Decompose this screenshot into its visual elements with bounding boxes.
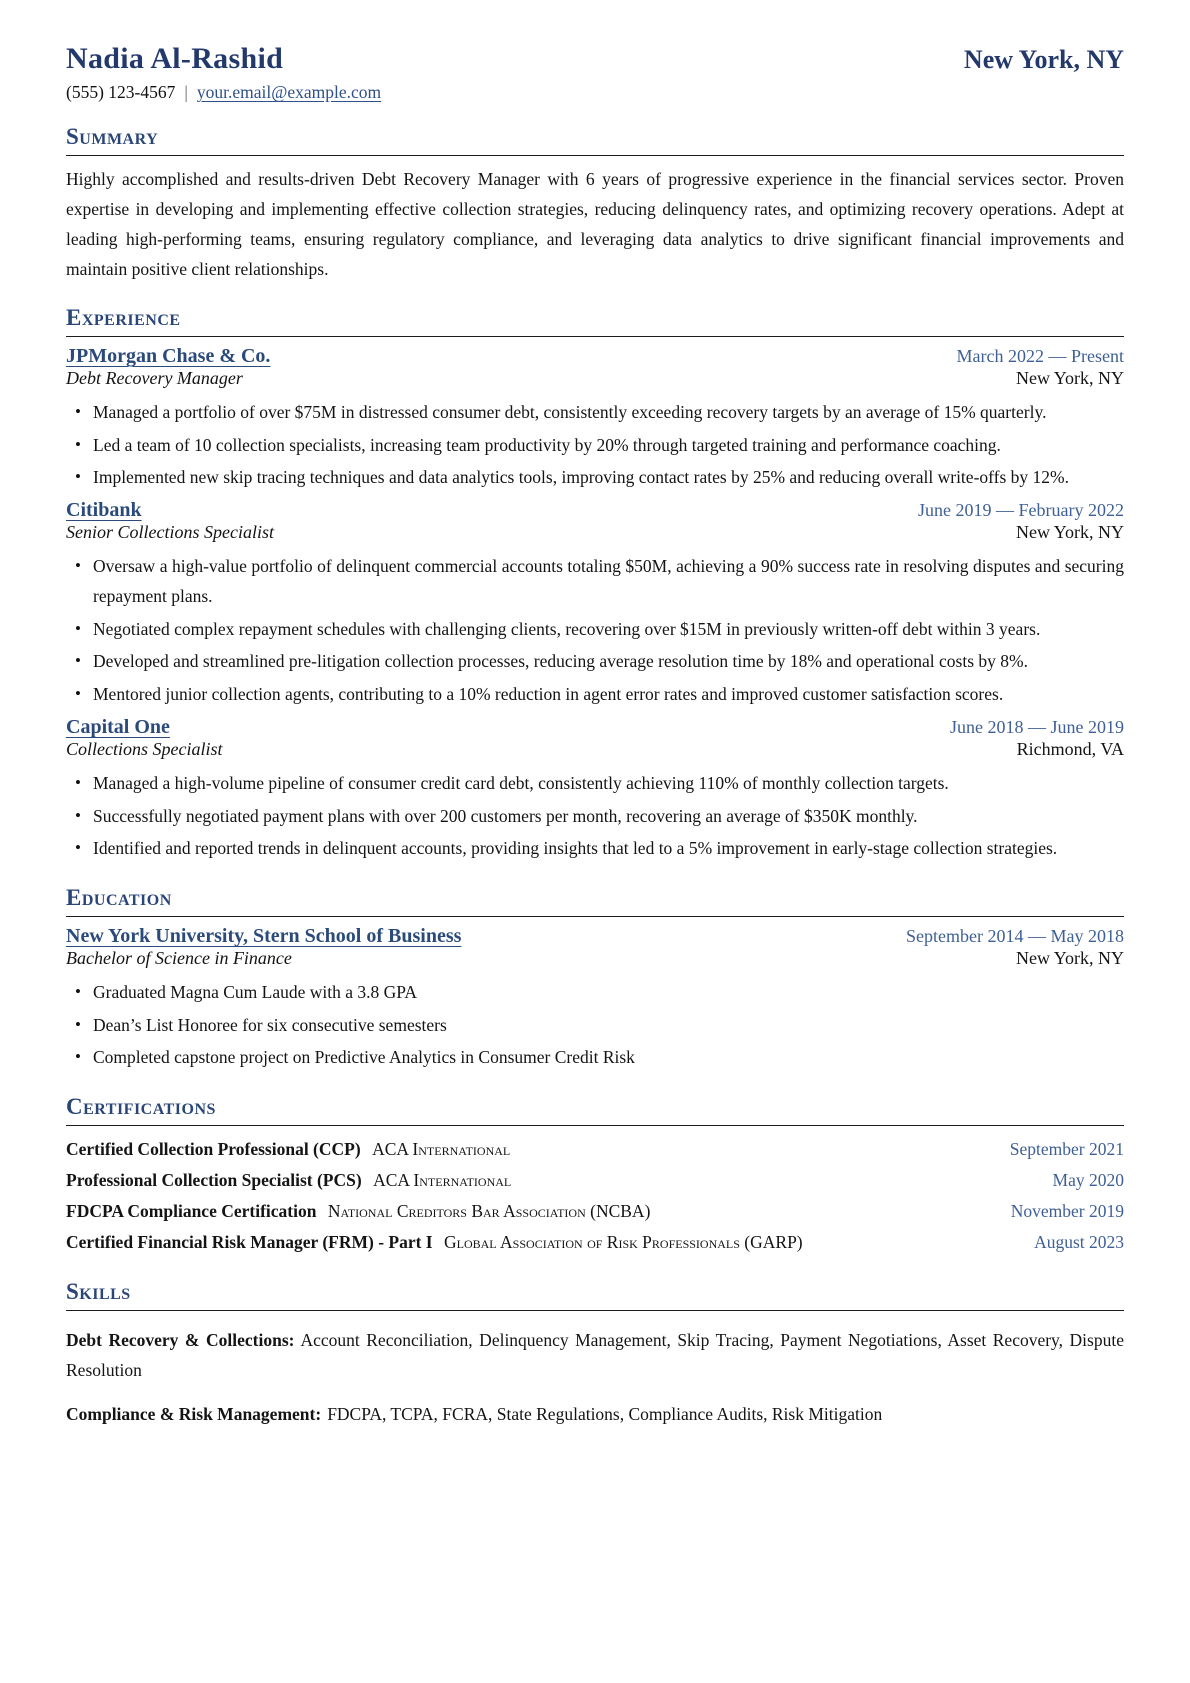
skill-group-text: FDCPA, TCPA, FCRA, State Regulations, Compliance Audits, Risk Mitigation — [327, 1404, 883, 1425]
company-name[interactable]: JPMorgan Chase & Co. — [66, 344, 271, 367]
job-bullet: • Implemented new skip tracing techniques and data analytics tools, improving contact rates by 25% and reducing overall write-offs by 12%. — [66, 463, 1124, 493]
job-bullet-list — [66, 552, 1124, 710]
education-bullet: • Completed capstone project on Predictive Analytics in Consumer Credit Risk — [66, 1043, 1124, 1073]
job-bullet: • Oversaw a high-value portfolio of delinquent commercial accounts totaling $50M, achieving a 90% success rate in resolving disputes and securing repayment plans. — [66, 552, 1124, 612]
experience-entry-capital-one — [66, 716, 1124, 864]
certification-name: Certified Collection Professional (CCP) — [66, 1138, 361, 1159]
job-bullet: • Identified and reported trends in delinquent accounts, providing insights that led to a 5% improvement in early-stage collection strategies. — [66, 834, 1124, 864]
section-title-certifications: Certifications — [66, 1093, 1124, 1126]
education-bullet: • Dean’s List Honoree for six consecutive semesters — [66, 1011, 1124, 1041]
certification-name: Professional Collection Specialist (PCS) — [66, 1170, 362, 1191]
certification-issuer: ACA International — [372, 1138, 511, 1159]
job-title: Senior Collections Specialist — [66, 522, 274, 543]
section-certifications — [66, 1093, 1124, 1258]
job-title: Debt Recovery Manager — [66, 367, 243, 388]
certification-item — [66, 1196, 1124, 1227]
certification-issuer: ACA International — [373, 1170, 512, 1191]
certification-item — [66, 1134, 1124, 1165]
education-dates: September 2014 — May 2018 — [906, 925, 1124, 946]
skill-group-compliance — [66, 1399, 1124, 1429]
certification-name: Certified Financial Risk Manager (FRM) - Part I — [66, 1232, 433, 1253]
education-location: New York, NY — [1015, 947, 1124, 968]
section-summary — [66, 123, 1124, 284]
job-dates: June 2019 — February 2022 — [918, 500, 1124, 521]
section-title-summary: Summary — [66, 123, 1124, 156]
job-bullet-list — [66, 398, 1124, 493]
education-entry — [66, 925, 1124, 1073]
job-bullet: • Managed a high-volume pipeline of consumer credit card debt, consistently achieving 110% of monthly collection targets. — [66, 769, 1124, 799]
certification-name: FDCPA Compliance Certification — [66, 1201, 317, 1222]
experience-entry-citibank — [66, 499, 1124, 710]
skill-group-label: Compliance & Risk Management: — [66, 1404, 322, 1425]
job-dates: June 2018 — June 2019 — [950, 716, 1124, 737]
education-bullet-list — [66, 978, 1124, 1073]
job-bullet: • Managed a portfolio of over $75M in distressed consumer debt, consistently exceeding recovery targets by an average of 15% quarterly. — [66, 398, 1124, 428]
contact-line — [66, 82, 1124, 103]
company-name[interactable]: Capital One — [66, 715, 170, 738]
company-name[interactable]: Citibank — [66, 499, 142, 522]
certification-date: May 2020 — [1052, 1170, 1124, 1191]
certification-issuer: Global Association of Risk Professionals (GARP) — [444, 1232, 803, 1253]
job-bullet: • Led a team of 10 collection specialists, increasing team productivity by 20% through targeted training and performance coaching. — [66, 431, 1124, 461]
certification-date: August 2023 — [1034, 1232, 1124, 1253]
education-bullet: • Graduated Magna Cum Laude with a 3.8 GPA — [66, 978, 1124, 1008]
job-bullet: • Successfully negotiated payment plans with over 200 customers per month, recovering an average of $350K monthly. — [66, 802, 1124, 832]
job-bullet: • Mentored junior collection agents, contributing to a 10% reduction in agent error rates and improved customer satisfaction scores. — [66, 680, 1124, 710]
job-location: New York, NY — [1015, 367, 1124, 388]
section-experience — [66, 304, 1124, 864]
certification-date: November 2019 — [1010, 1201, 1124, 1222]
job-dates: March 2022 — Present — [956, 345, 1124, 366]
degree-title: Bachelor of Science in Finance — [66, 947, 292, 968]
job-title: Collections Specialist — [66, 738, 223, 759]
job-bullet: • Negotiated complex repayment schedules with challenging clients, recovering over $15M in previously written-off debt within 3 years. — [66, 615, 1124, 645]
certification-date: September 2021 — [1009, 1138, 1124, 1159]
certification-item — [66, 1227, 1124, 1258]
skill-group-debt-recovery — [66, 1325, 1124, 1385]
section-education — [66, 884, 1124, 1073]
skill-group-label: Debt Recovery & Collections: — [66, 1330, 295, 1351]
certification-item — [66, 1165, 1124, 1196]
certification-issuer: National Creditors Bar Association (NCBA) — [327, 1201, 651, 1222]
job-bullet-list — [66, 769, 1124, 864]
job-location: New York, NY — [1015, 522, 1124, 543]
header-location: New York, NY — [963, 45, 1124, 74]
experience-entry-jpmorgan — [66, 345, 1124, 493]
job-bullet: • Developed and streamlined pre-litigation collection processes, reducing average resolution time by 18% and operational costs by 8%. — [66, 647, 1124, 677]
section-title-education: Education — [66, 884, 1124, 917]
section-skills — [66, 1278, 1124, 1429]
job-location: Richmond, VA — [1016, 738, 1124, 759]
skill-group-text: Account Reconciliation, Delinquency Management, Skip Tracing, Payment Negotiations, Asset Recovery, Dispute Resolution — [66, 1330, 1124, 1381]
email-link[interactable]: your.email@example.com — [196, 82, 382, 102]
resume-header — [66, 42, 1124, 103]
summary-text: Highly accomplished and results-driven Debt Recovery Manager with 6 years of progressive experience in the financial services sector. Proven expertise in developing and implementing effective collection strategies, reducing delinquency rates, and optimizing recovery operations. Adept at leading high-performing teams, ensuring regulatory compliance, and leveraging data analytics to drive significant financial improvements and maintain positive client relationships. — [66, 168, 1124, 280]
phone-number: (555) 123-4567 — [66, 82, 176, 102]
school-name[interactable]: New York University, Stern School of Business — [66, 924, 462, 947]
candidate-name: Nadia Al-Rashid — [66, 42, 284, 75]
contact-separator: | — [184, 82, 188, 102]
section-title-skills: Skills — [66, 1278, 1124, 1311]
section-title-experience: Experience — [66, 304, 1124, 337]
